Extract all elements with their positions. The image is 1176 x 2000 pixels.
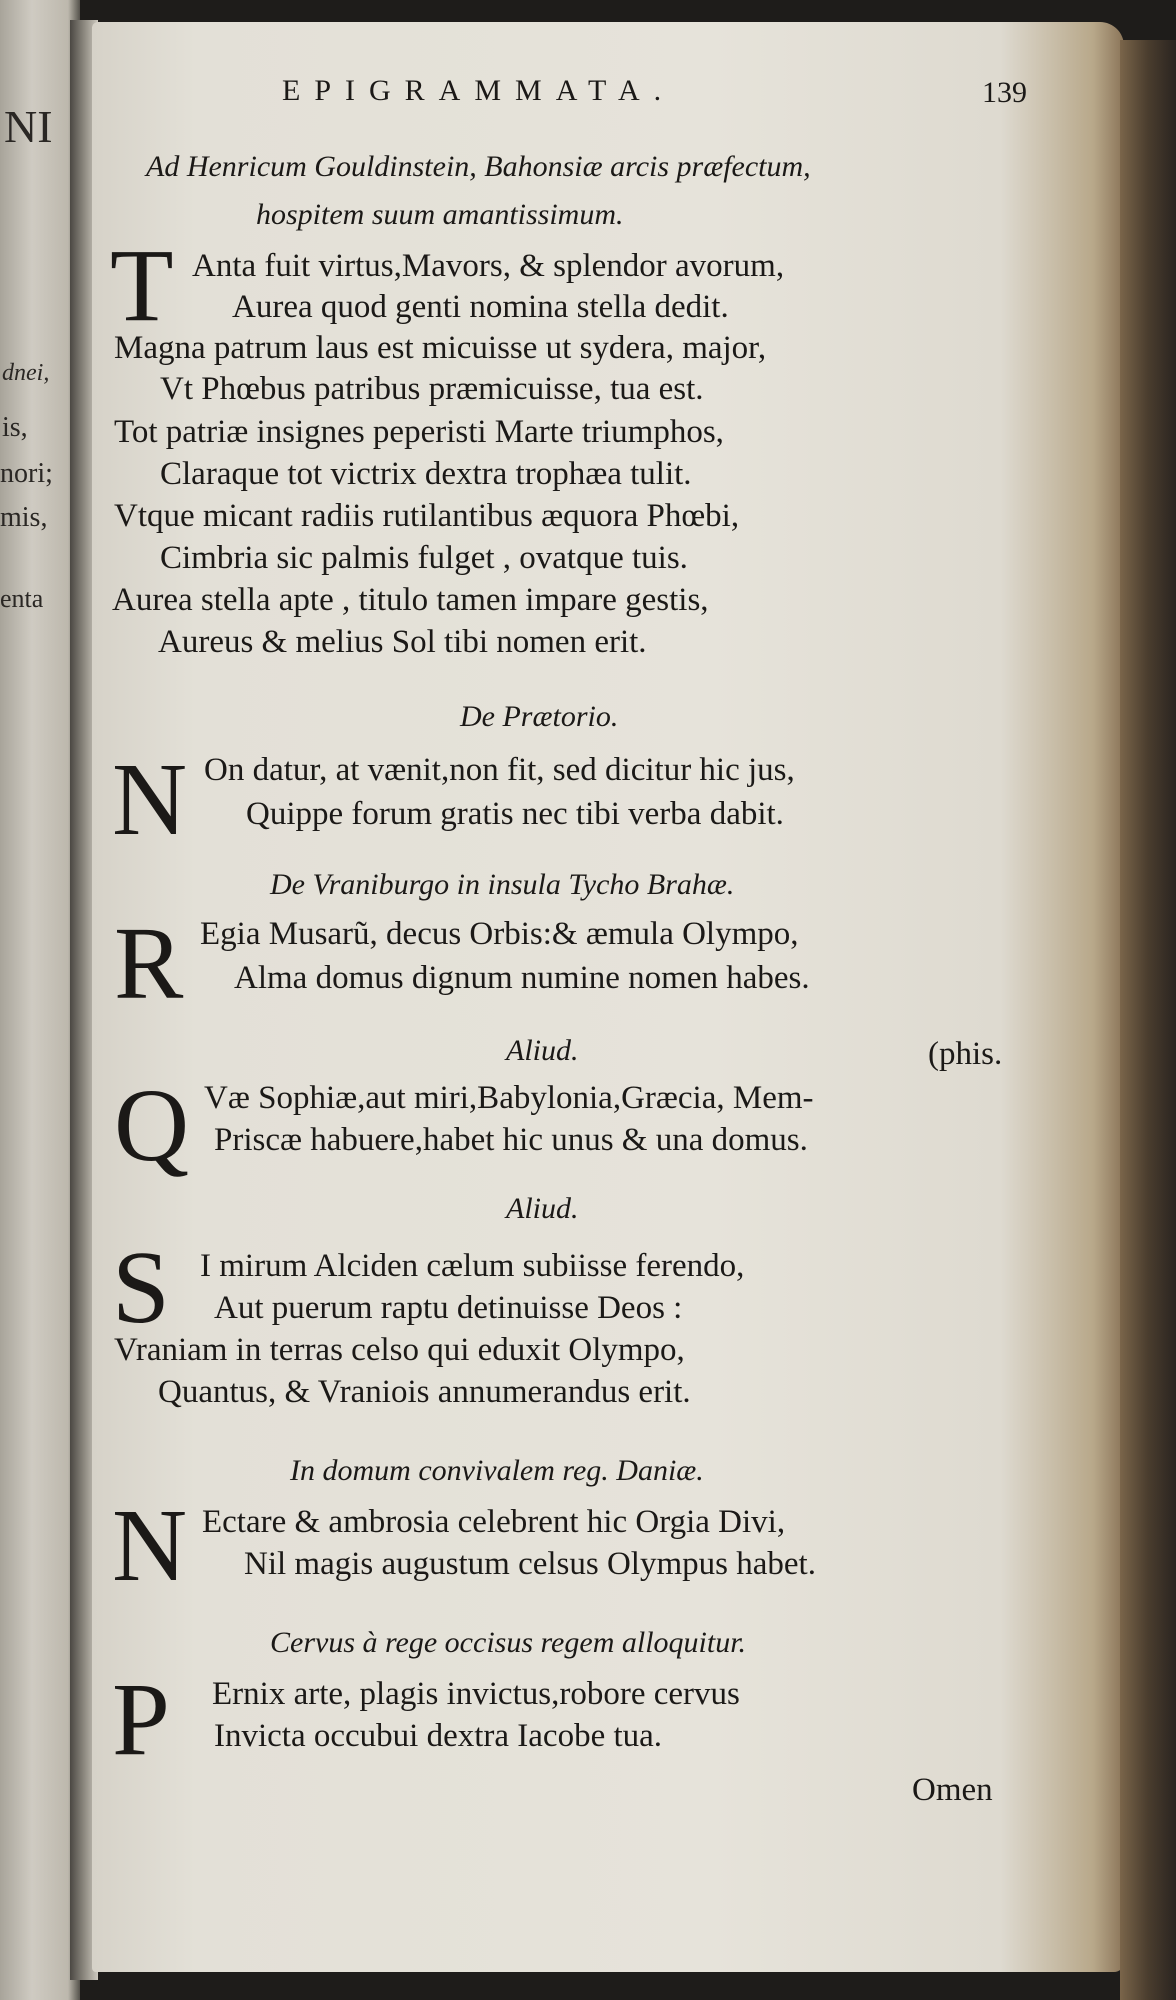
verse-line: Ectare & ambrosia celebrent hic Orgia Divi, bbox=[202, 1504, 786, 1540]
verse-line: Ernix arte, plagis invictus,robore cervus bbox=[212, 1676, 740, 1712]
poem-title: De Vraniburgo in insula Tycho Brahæ. bbox=[270, 868, 735, 901]
verse-line: Quantus, & Vraniois annumerandus erit. bbox=[158, 1374, 691, 1410]
verse-line: Alma domus dignum numine nomen habes. bbox=[234, 960, 810, 996]
drop-cap: N bbox=[112, 742, 188, 857]
catchword: Omen bbox=[912, 1772, 993, 1808]
page-edges bbox=[1120, 40, 1176, 2000]
poem-title: In domum convivalem reg. Daniæ. bbox=[290, 1454, 704, 1487]
verse-line: Vtque micant radiis rutilantibus æquora Phœbi, bbox=[114, 498, 740, 534]
poem-title: Cervus à rege occisus regem alloquitur. bbox=[270, 1626, 747, 1659]
verse-line: Tot patriæ insignes peperisti Marte triumphos, bbox=[114, 414, 724, 450]
drop-cap: N bbox=[112, 1488, 188, 1603]
left-page-fragment: nori; bbox=[0, 458, 53, 489]
left-page-fragment: mis, bbox=[0, 502, 48, 533]
poem-title: hospitem suum amantissimum. bbox=[256, 198, 624, 231]
verse-line: Magna patrum laus est micuisse ut sydera, major, bbox=[114, 330, 767, 366]
verse-line: Cimbria sic palmis fulget , ovatque tuis. bbox=[160, 540, 688, 576]
left-page-fragment: is, bbox=[2, 412, 28, 443]
verse-line: Vt Phœbus patribus præmicuisse, tua est. bbox=[160, 371, 704, 407]
poem-title: Aliud. bbox=[506, 1034, 579, 1067]
verse-line: Nil magis augustum celsus Olympus habet. bbox=[244, 1546, 816, 1582]
verse-line: Egia Musarũ, decus Orbis:& æmula Olympo, bbox=[200, 916, 799, 952]
verse-line: Anta fuit virtus,Mavors, & splendor avorum, bbox=[192, 248, 785, 284]
drop-cap: R bbox=[114, 906, 184, 1021]
page-number: 139 bbox=[982, 76, 1027, 109]
verse-line: I mirum Alciden cælum subiisse ferendo, bbox=[200, 1248, 745, 1284]
verse-line: Quippe forum gratis nec tibi verba dabit. bbox=[246, 796, 784, 832]
drop-cap: P bbox=[112, 1662, 170, 1777]
verse-line: Invicta occubui dextra Iacobe tua. bbox=[214, 1718, 663, 1754]
verse-line: On datur, at vænit,non fit, sed dicitur hic jus, bbox=[204, 752, 795, 788]
verse-line: Væ Sophiæ,aut miri,Babylonia,Græcia, Mem- bbox=[204, 1080, 814, 1116]
verse-line: Aurea quod genti nomina stella dedit. bbox=[232, 289, 729, 325]
verse-line: Aurea stella apte , titulo tamen impare gestis, bbox=[112, 582, 709, 618]
running-title: EPIGRAMMATA. bbox=[282, 74, 676, 107]
left-page-fragment: dnei, bbox=[2, 360, 50, 386]
drop-cap: T bbox=[110, 228, 174, 343]
verse-line: Priscæ habuere,habet hic unus & una domus. bbox=[214, 1122, 808, 1158]
left-page-edge bbox=[0, 0, 80, 2000]
drop-cap: S bbox=[112, 1230, 170, 1345]
verse-line: Vraniam in terras celso qui eduxit Olympo, bbox=[114, 1332, 685, 1368]
left-page-fragment: enta bbox=[0, 584, 44, 613]
poem-title: Ad Henricum Gouldinstein, Bahonsiæ arcis præfectum, bbox=[146, 150, 811, 183]
verse-line: Claraque tot victrix dextra trophæa tulit. bbox=[160, 456, 692, 492]
title-overflow-text: (phis. bbox=[928, 1036, 1003, 1072]
drop-cap: Q bbox=[114, 1068, 190, 1183]
verse-line: Aureus & melius Sol tibi nomen erit. bbox=[158, 624, 647, 660]
verse-line: Aut puerum raptu detinuisse Deos : bbox=[214, 1290, 683, 1326]
poem-title: Aliud. bbox=[506, 1192, 579, 1225]
poem-title: De Prætorio. bbox=[460, 700, 619, 733]
left-page-fragment: NI bbox=[4, 101, 53, 152]
